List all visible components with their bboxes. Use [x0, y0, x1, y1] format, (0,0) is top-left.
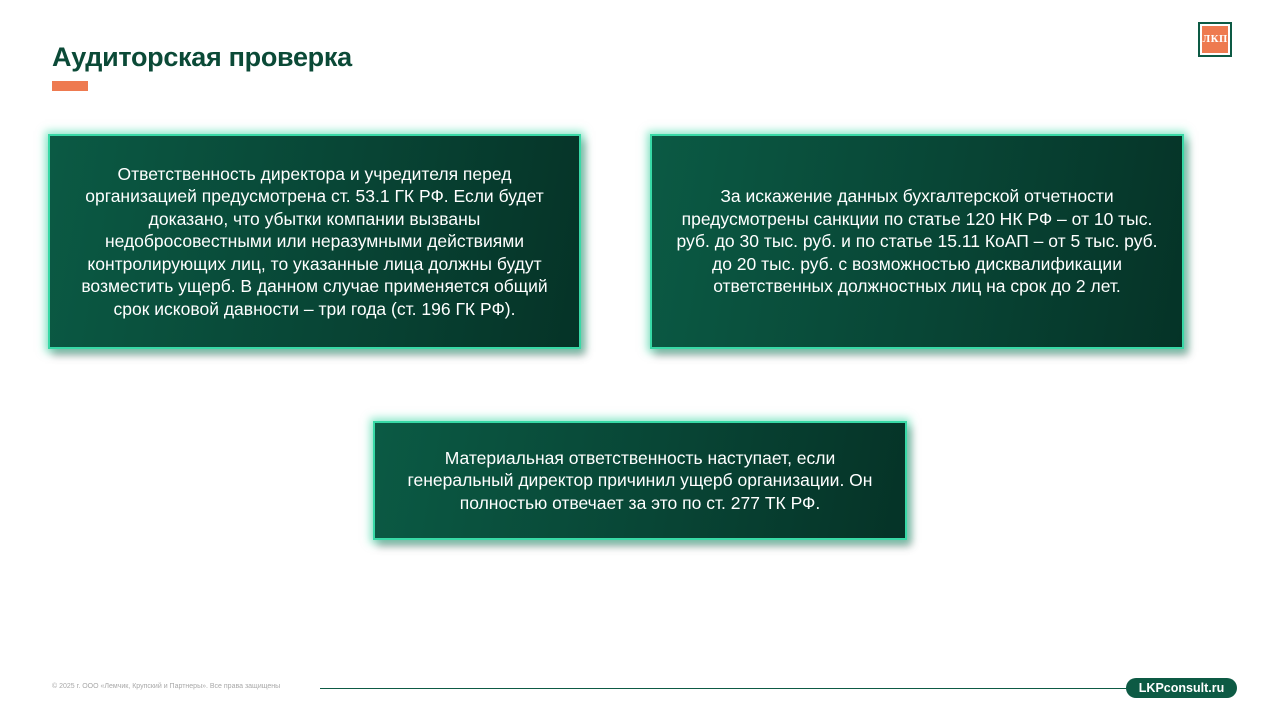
website-link[interactable]: LKPconsult.ru — [1126, 678, 1237, 698]
logo-text: ЛКП — [1202, 26, 1228, 53]
info-card-reporting-sanctions — [650, 134, 1184, 349]
page-title: Аудиторская проверка — [52, 42, 352, 72]
company-logo — [1198, 22, 1232, 57]
copyright-text: © 2025 г. ООО «Лемчик, Крупский и Партнеры». Все права защищены — [52, 683, 281, 690]
card-text: За искажение данных бухгалтерской отчетности предусмотрены санкции по статье 120 НК РФ – от 10 тыс. руб. до 30 тыс. руб. и по статье 15.11 КоАП – от 5 тыс. руб. до 20 тыс. руб. с возможностью дисквалификации ответственных должностных лиц на срок до 2 лет. — [676, 186, 1158, 297]
title-accent-bar — [52, 81, 88, 91]
footer-divider — [320, 688, 1130, 689]
info-card-material-liability — [373, 421, 907, 540]
card-text: Ответственность директора и учредителя перед организацией предусмотрена ст. 53.1 ГК РФ. Если будет доказано, что убытки компании вызваны недобросовестными или неразумными действиями контролирующих лиц, то указанные лица должны будут возместить ущерб. В данном случае применяется общий срок исковой давности – три года (ст. 196 ГК РФ). — [81, 163, 548, 319]
card-text: Материальная ответственность наступает, если генеральный директор причинил ущерб организации. Он полностью отвечает за это по ст. 277 ТК РФ. — [407, 447, 873, 513]
info-card-civil-liability — [48, 134, 581, 349]
